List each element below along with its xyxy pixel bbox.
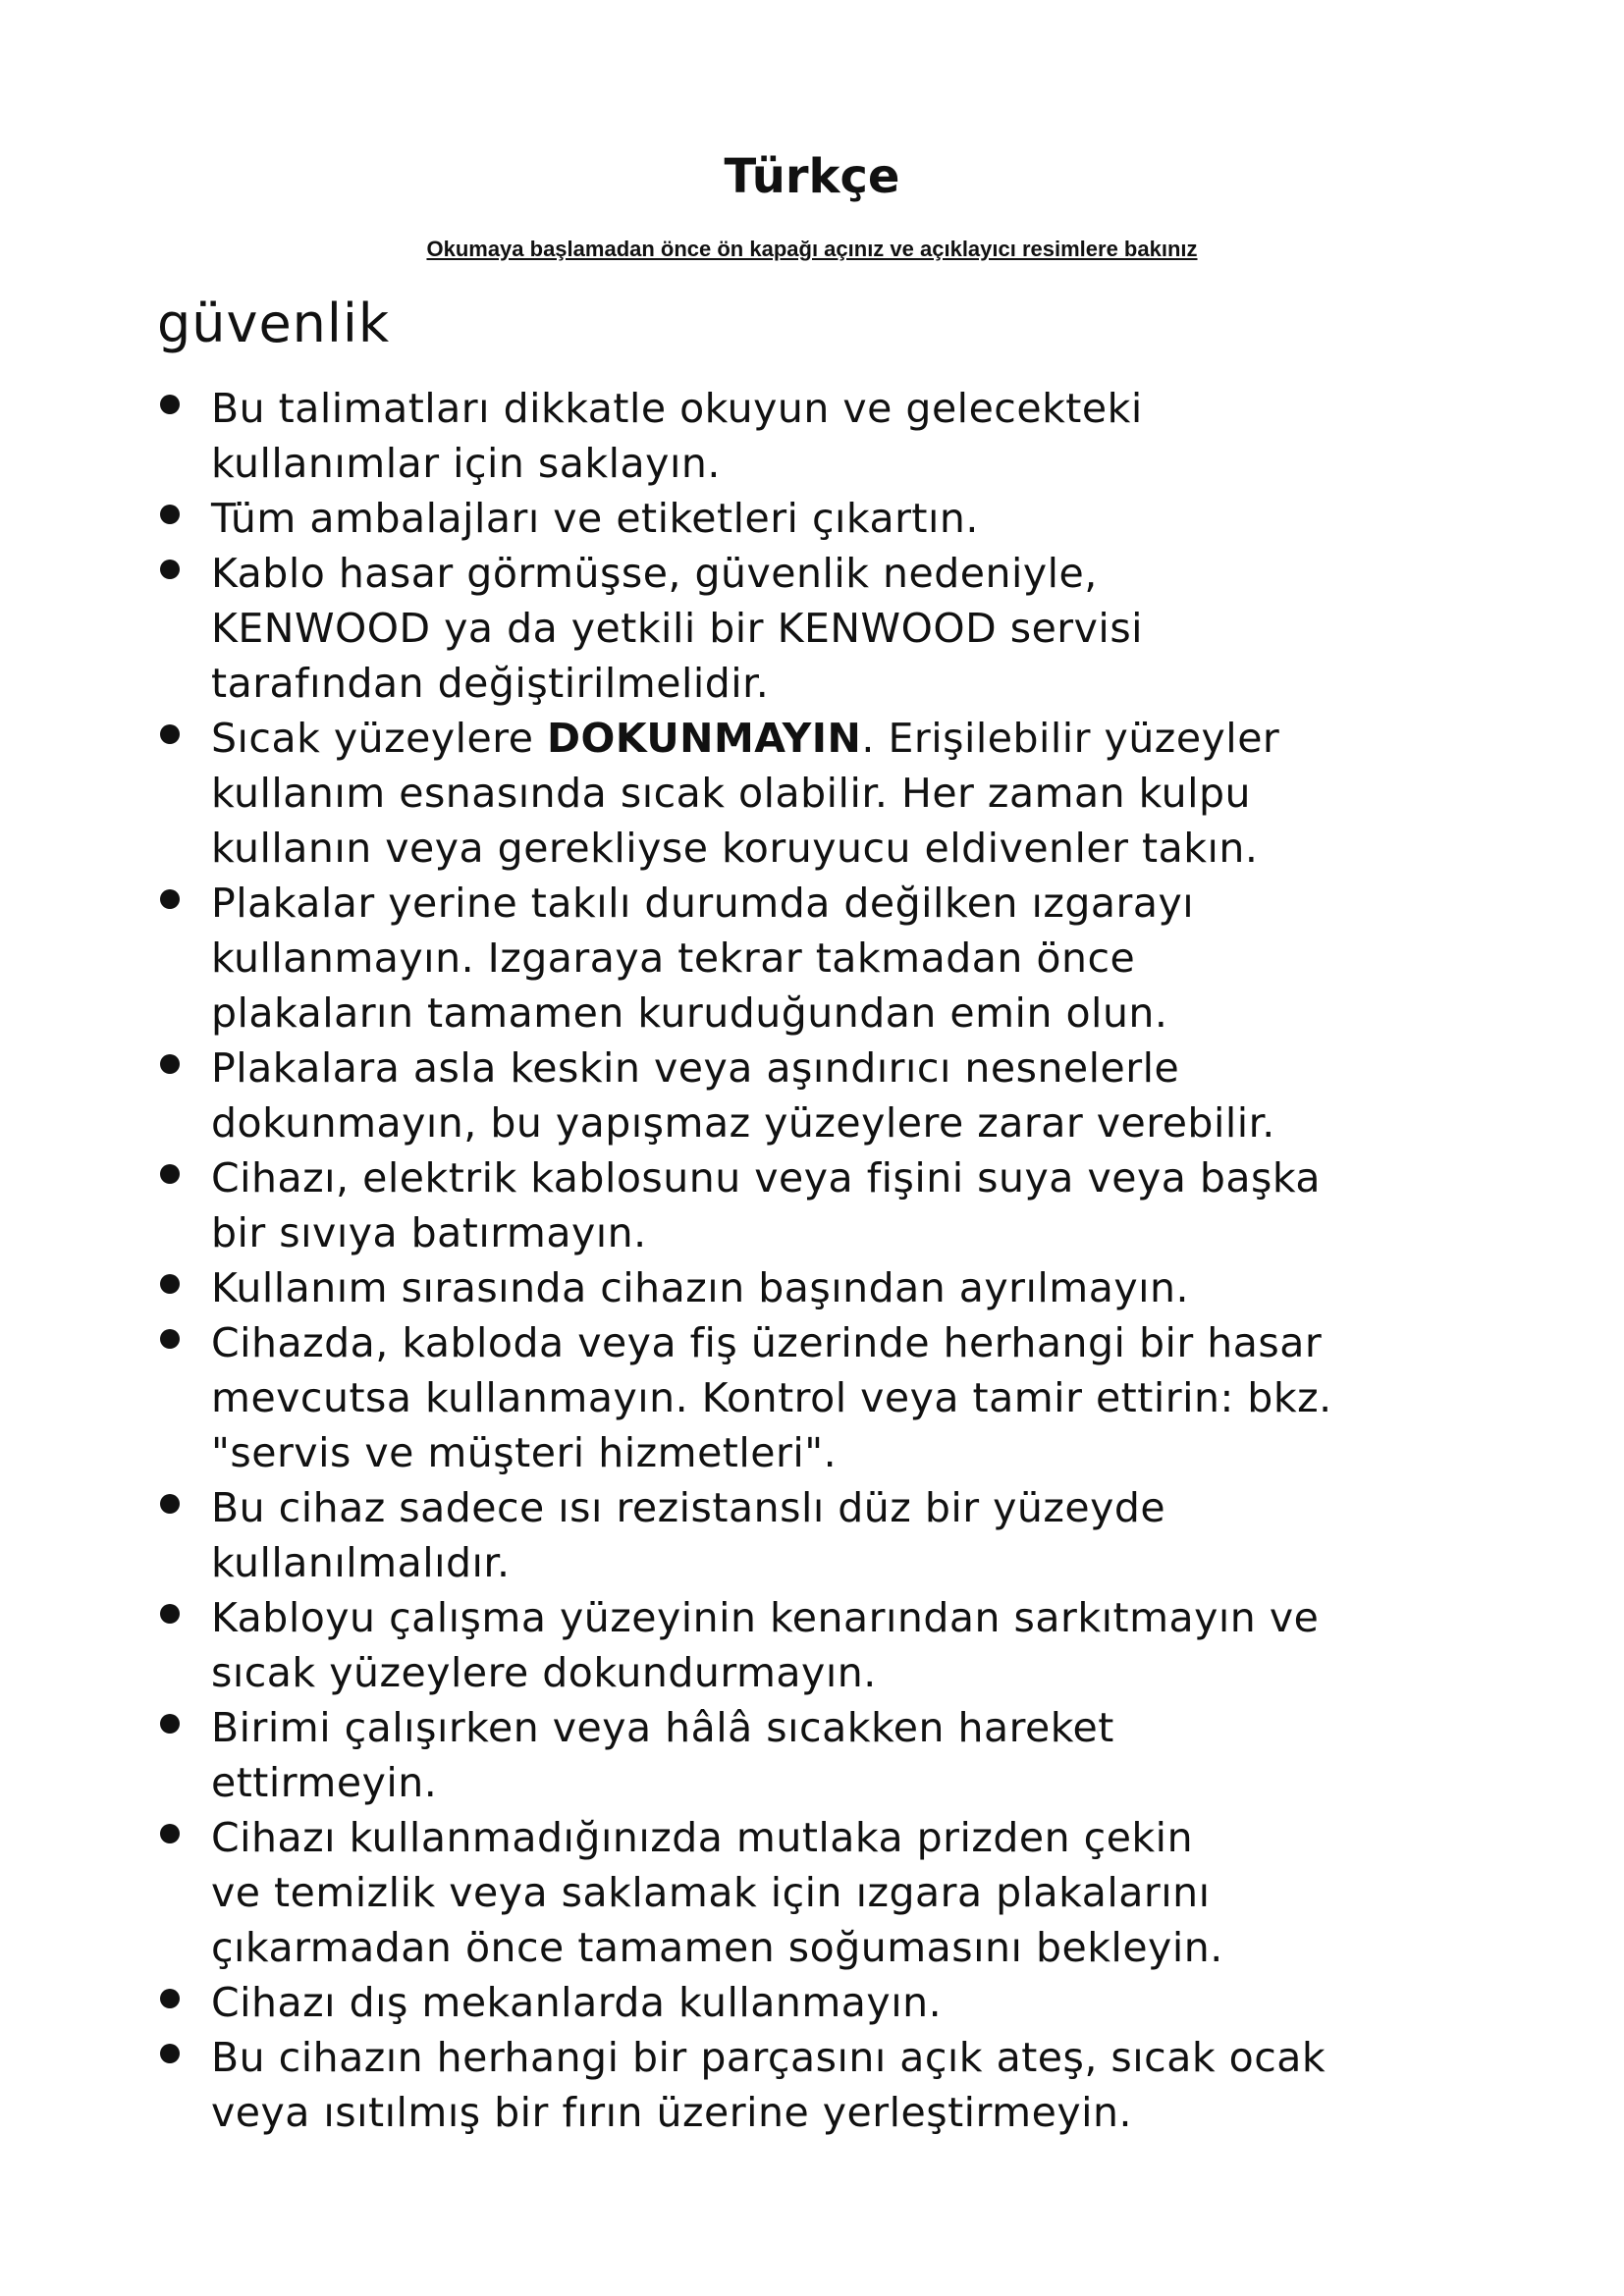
item-line: çıkarmadan önce tamamen soğumasını bekleyin. <box>211 1924 1223 1971</box>
bullet-icon <box>160 395 180 414</box>
safety-item <box>152 876 1488 1041</box>
item-line: mevcutsa kullanmayın. Kontrol veya tamir ettirin: bkz. <box>211 1374 1332 1421</box>
item-line: kullanım esnasında sıcak olabilir. Her zaman kulpu <box>211 770 1252 817</box>
item-line: Cihazı kullanmadığınızda mutlaka prizden çekin <box>211 1814 1194 1861</box>
instruction-subtitle: Okumaya başlamadan önce ön kapağı açınız ve açıklayıcı resimlere bakınız <box>426 237 1198 261</box>
safety-item <box>152 711 1488 876</box>
safety-item <box>152 1150 1488 1260</box>
safety-item <box>152 2030 1488 2140</box>
safety-item <box>152 1590 1488 1700</box>
bullet-icon <box>160 1989 180 2008</box>
emphasis-text: DOKUNMAYIN <box>546 715 862 762</box>
bullet-icon <box>160 1824 180 1843</box>
safety-item <box>152 1480 1488 1590</box>
item-line: Plakalara asla keskin veya aşındırıcı nesnelerle <box>211 1044 1180 1092</box>
bullet-icon <box>160 724 180 744</box>
safety-item <box>152 546 1488 711</box>
bullet-icon <box>160 889 180 909</box>
bullet-icon <box>160 1329 180 1349</box>
item-line: KENWOOD ya da yetkili bir KENWOOD servisi <box>211 605 1144 652</box>
language-title: Türkçe <box>724 149 900 204</box>
item-line: ve temizlik veya saklamak için ızgara plakalarını <box>211 1869 1211 1916</box>
safety-item <box>152 1810 1488 1975</box>
safety-item <box>152 1315 1488 1480</box>
bullet-icon <box>160 1274 180 1294</box>
item-line: Cihazı, elektrik kablosunu veya fişini suya veya başka <box>211 1154 1322 1201</box>
item-line: Cihazı dış mekanlarda kullanmayın. <box>211 1979 943 2026</box>
item-text: . Erişilebilir yüzeyler <box>861 715 1280 762</box>
item-line: ettirmeyin. <box>211 1759 438 1806</box>
item-line: Bu talimatları dikkatle okuyun ve gelecekteki <box>211 385 1143 432</box>
item-line: "servis ve müşteri hizmetleri". <box>211 1429 838 1476</box>
item-line: Bu cihazın herhangi bir parçasını açık ateş, sıcak ocak <box>211 2034 1326 2081</box>
item-line: Kullanım sırasında cihazın başından ayrılmayın. <box>211 1264 1190 1311</box>
item-line: kullanımlar için saklayın. <box>211 440 721 487</box>
item-line: Plakalar yerine takılı durumda değilken ızgarayı <box>211 880 1195 927</box>
item-line: Kablo hasar görmüşse, güvenlik nedeniyle, <box>211 550 1098 597</box>
item-line: tarafından değiştirilmelidir. <box>211 660 770 707</box>
bullet-icon <box>160 1494 180 1514</box>
bullet-icon <box>160 1164 180 1184</box>
bullet-icon <box>160 1714 180 1734</box>
item-line: bir sıvıya batırmayın. <box>211 1209 647 1256</box>
bullet-icon <box>160 1604 180 1624</box>
section-heading-safety: güvenlik <box>157 293 391 354</box>
item-line <box>211 711 1488 766</box>
item-text: Sıcak yüzeylere <box>211 715 547 762</box>
item-line: Bu cihaz sadece ısı rezistanslı düz bir yüzeyde <box>211 1484 1166 1531</box>
bullet-icon <box>160 1054 180 1074</box>
safety-item <box>152 381 1488 491</box>
bullet-icon <box>160 560 180 579</box>
item-line: Cihazda, kabloda veya fiş üzerinde herhangi bir hasar <box>211 1319 1323 1366</box>
bullet-icon <box>160 505 180 524</box>
item-line: dokunmayın, bu yapışmaz yüzeylere zarar verebilir. <box>211 1099 1275 1147</box>
item-line: Birimi çalışırken veya hâlâ sıcakken hareket <box>211 1704 1114 1751</box>
item-line: Tüm ambalajları ve etiketleri çıkartın. <box>211 495 979 542</box>
safety-item <box>152 1700 1488 1810</box>
item-line: plakaların tamamen kuruduğundan emin olun. <box>211 989 1168 1037</box>
item-line: kullanılmalıdır. <box>211 1539 511 1586</box>
item-line: sıcak yüzeylere dokundurmayın. <box>211 1649 877 1696</box>
safety-item <box>152 1260 1488 1315</box>
safety-item <box>152 1041 1488 1150</box>
bullet-icon <box>160 2044 180 2063</box>
item-line: veya ısıtılmış bir fırın üzerine yerleştirmeyin. <box>211 2089 1133 2136</box>
item-line: kullanmayın. Izgaraya tekrar takmadan önce <box>211 934 1136 982</box>
safety-list <box>152 381 1488 2140</box>
item-line: kullanın veya gerekliyse koruyucu eldivenler takın. <box>211 825 1259 872</box>
safety-item <box>152 491 1488 546</box>
item-line: Kabloyu çalışma yüzeyinin kenarından sarkıtmayın ve <box>211 1594 1320 1641</box>
safety-item <box>152 1975 1488 2030</box>
